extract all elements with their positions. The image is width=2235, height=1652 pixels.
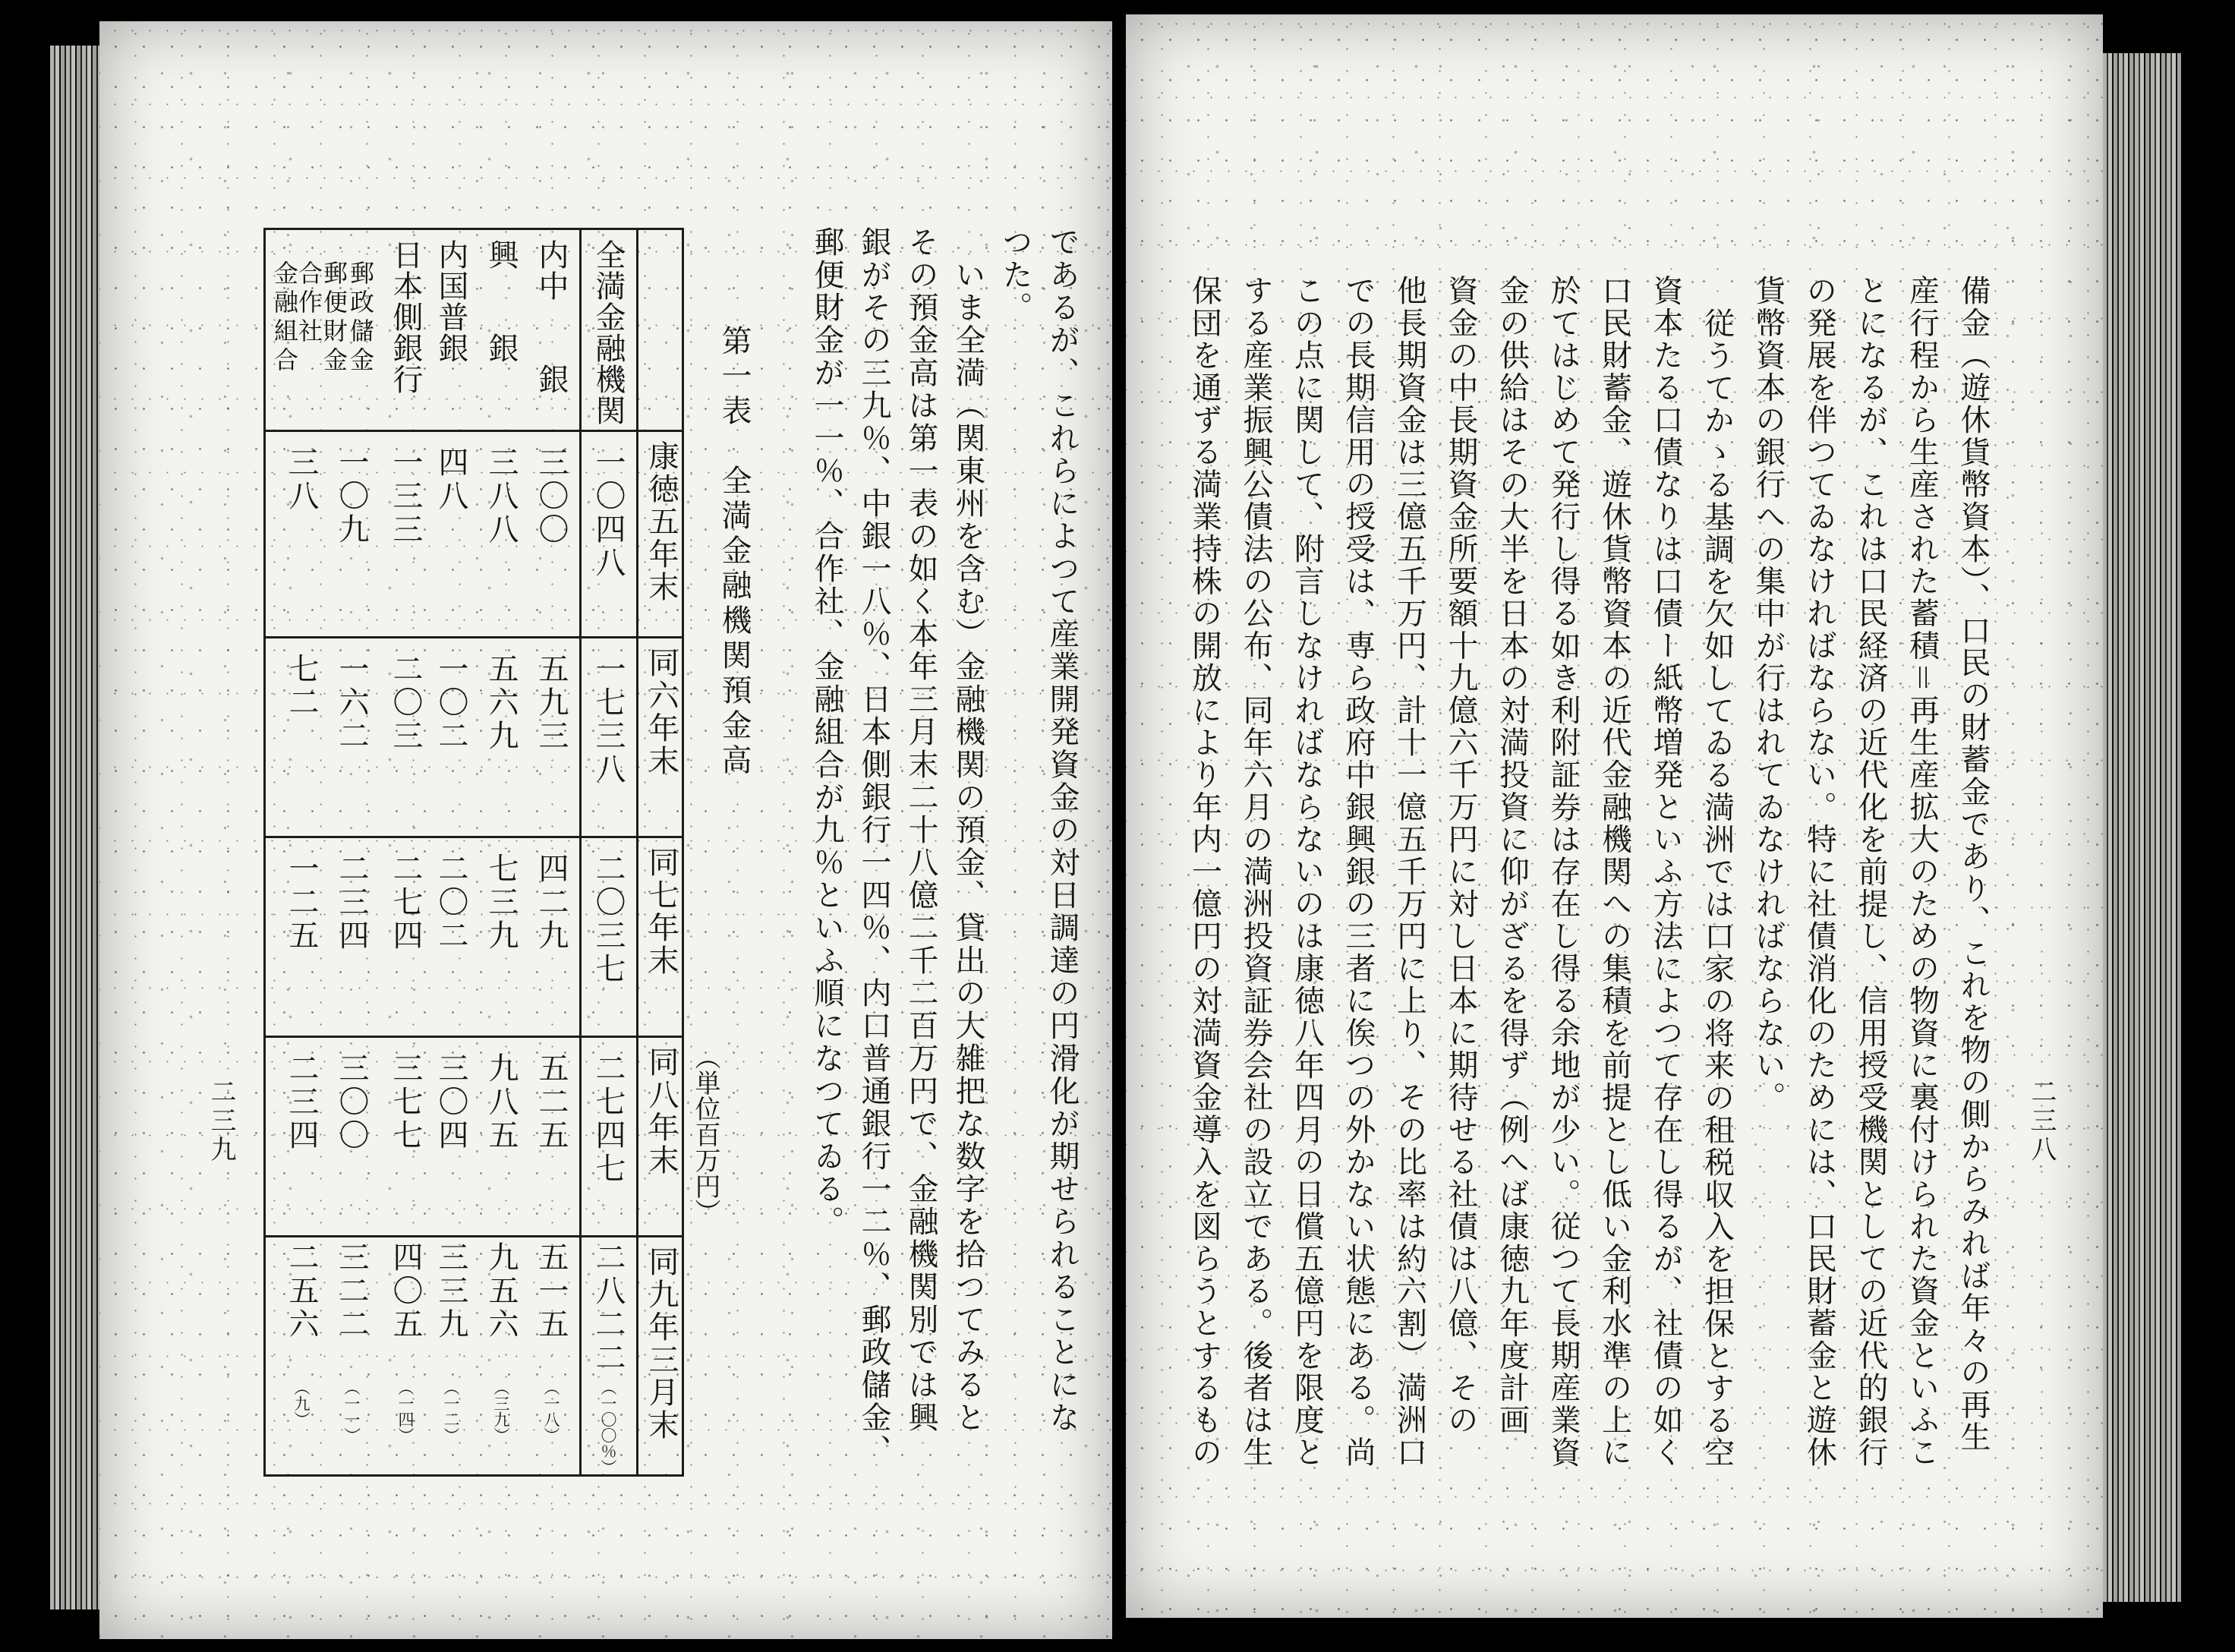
text-line: 備金（遊休貨幣資本）、口民の財蓄金であり、これを物の側からみれば年々の再生 [1956,275,1991,1454]
table-cell: 一〇二 [433,653,468,753]
text-line: 資金の中長期資金所要額十九億六千万円に対し日本に期待せる社債は八億、その [1443,275,1478,1436]
table-rule [266,1235,682,1237]
text-line: 保団を通ずる満業持株の開放により年内一億円の対満資金導入を図らうとするもの [1187,275,1222,1469]
column-header: 郵便財金 [320,260,348,376]
table-cell: 二〇二 [433,853,468,953]
text-line: の発展を伴つてゐなければならない。特に社債消化のためには、口民財蓄金と遊休 [1802,275,1837,1469]
text-line: する産業振興公債法の公布、同年六月の満洲投資証券会社の設立である。後者は生 [1238,275,1273,1469]
table-cell: 二三四 [334,853,369,953]
row-label: 同六年末 [644,647,679,777]
text-line: での長期信用の授受は、専ら政府中銀興銀の三者に俟つの外かない状態にある。尚 [1341,275,1376,1469]
left-body-text [803,226,1086,1467]
table-cell: 三〇〇 [334,1052,369,1152]
table-rule [579,230,582,1474]
left-page-edge-stack [50,46,99,1609]
table-cell: 五二五 [534,1052,569,1152]
column-header: 日本側銀行 [388,239,423,395]
table-cell: 一〇四八 [591,446,626,580]
column-header: 金融組合 [270,260,299,376]
table-rule [266,430,682,432]
page-number: 二三八 [2026,1078,2057,1165]
text-line: 口民財蓄金、遊休貨幣資本の近代金融機関への集積を前提とし低い金利水準の上に [1597,275,1632,1469]
text-line: 貨幣資本の銀行への集中が行はれてゐなければならない。 [1751,275,1786,1114]
table-cell: 九八五 [484,1052,519,1152]
text-line: 従うてかゝる基調を欠如してゐる満洲では口家の将来の租税収入を担保とする空 [1699,307,1735,1469]
text-line: 銀がその三九％、中銀一八％、日本側銀行一四％、内口普通銀行一二％、郵政儲金、 [856,226,891,1467]
row-label: 同八年末 [644,1046,679,1177]
share-cell: （一〇〇％） [599,1379,617,1475]
column-header: 郵政儲金 [346,260,375,376]
text-line: つた。 [998,226,1032,324]
table-title: 第一表 全満金融機関預金高 [717,325,752,779]
table-cell: 一六二 [334,653,369,753]
text-line: いま全満（関東州を含む）金融機関の預金、貸出の大雑把な数字を拾つてみると [950,259,985,1434]
table-cell: 五一五 [534,1241,569,1341]
text-line: とになるが、これは口民経済の近代化を前提し、信用授受機関としての近代的銀行 [1853,275,1888,1469]
table-cell: 三八八 [484,446,519,547]
right-body-text [1178,275,1998,1490]
table-cell: 二八二二 [591,1241,626,1375]
table-cell: 三〇〇 [534,446,569,547]
table-cell: 二三四 [284,1052,319,1152]
text-line: 資本たる口債なりは口債ー紙幣増発といふ方法によつて存在し得るが、社債の如く [1648,275,1683,1469]
table-cell: 三八 [284,446,319,513]
table-cell: 一七三八 [591,653,626,787]
table-cell: 七三九 [484,853,519,953]
share-cell: （九） [292,1379,311,1427]
table-cell: 四〇五 [388,1241,423,1341]
table-cell: 一〇九 [334,446,369,547]
table-cell: 一二五 [284,853,319,953]
text-line: その預金高は第一表の如く本年三月末二十八億二千二百万円で、金融機関別では興 [903,226,938,1434]
table-cell: 二〇三七 [591,853,626,986]
row-label: 康徳五年末 [644,440,679,604]
text-line: 郵便財金が一一％、合作社、金融組合が九％といふ順になつてゐる。 [809,226,844,1238]
row-label: 同九年三月末 [644,1246,679,1442]
table-rule [266,636,682,638]
table-cell: 二七四七 [591,1052,626,1186]
right-page-edge-stack [2103,53,2181,1602]
table-cell: 二〇三 [388,653,423,753]
table-cell: 四二九 [534,853,569,953]
table-cell: 五六九 [484,653,519,753]
page-number: 二三九 [206,1078,236,1165]
share-cell: （一二） [442,1379,460,1443]
table-rule [266,1036,682,1038]
table-rule [636,230,638,1474]
table-cell: 三二二 [334,1241,369,1341]
table-cell: 三三九 [433,1241,468,1341]
table-unit: （単位百万円） [690,1044,720,1225]
table-cell: 一三三 [388,446,423,547]
column-header: 興 銀 [484,239,519,364]
column-header: 内中 銀 [534,239,569,395]
text-line: 金の供給はその大半を日本の対満投資に仰がざるを得ず（例へば康徳九年度計画 [1494,275,1530,1436]
table-cell: 三七七 [388,1052,423,1152]
table-cell: 二七四 [388,853,423,953]
text-line: 産行程から生産された蓄積＝再生産拡大のための物資に裏付けられた資金といふこ [1904,275,1940,1469]
column-header: 合作社 [295,260,323,347]
share-cell: （一八） [542,1379,560,1443]
text-line: 他長期資金は三億五千万円、計十一億五千万円に上り、その比率は約六割）満洲口 [1392,275,1427,1469]
share-cell: （一一） [342,1379,361,1443]
row-label: 同七年末 [644,846,679,977]
table-cell: 九五六 [484,1241,519,1341]
table-cell: 二五六 [284,1241,319,1341]
table-cell: 七二 [284,653,319,720]
text-line: 於てはじめて発行し得る如き利附証券は存在し得る余地が少い。従つて長期産業資 [1546,275,1581,1469]
column-header: 全満金融機関 [591,239,626,426]
share-cell: （一四） [396,1379,415,1443]
table-cell: 五九三 [534,653,569,753]
table-cell: 三〇四 [433,1052,468,1152]
table-rule [266,836,682,838]
column-header: 内国普銀 [433,239,468,364]
text-line: この点に関して、附言しなければならないのは康徳八年四月の日償五億円を限度と [1289,275,1325,1469]
share-cell: （三九） [492,1379,510,1443]
table-cell: 四八 [433,446,468,513]
text-line: であるが、これらによつて産業開発資金の対日調達の円滑化が期せられることにな [1045,226,1080,1434]
deposit-table [263,228,684,1477]
